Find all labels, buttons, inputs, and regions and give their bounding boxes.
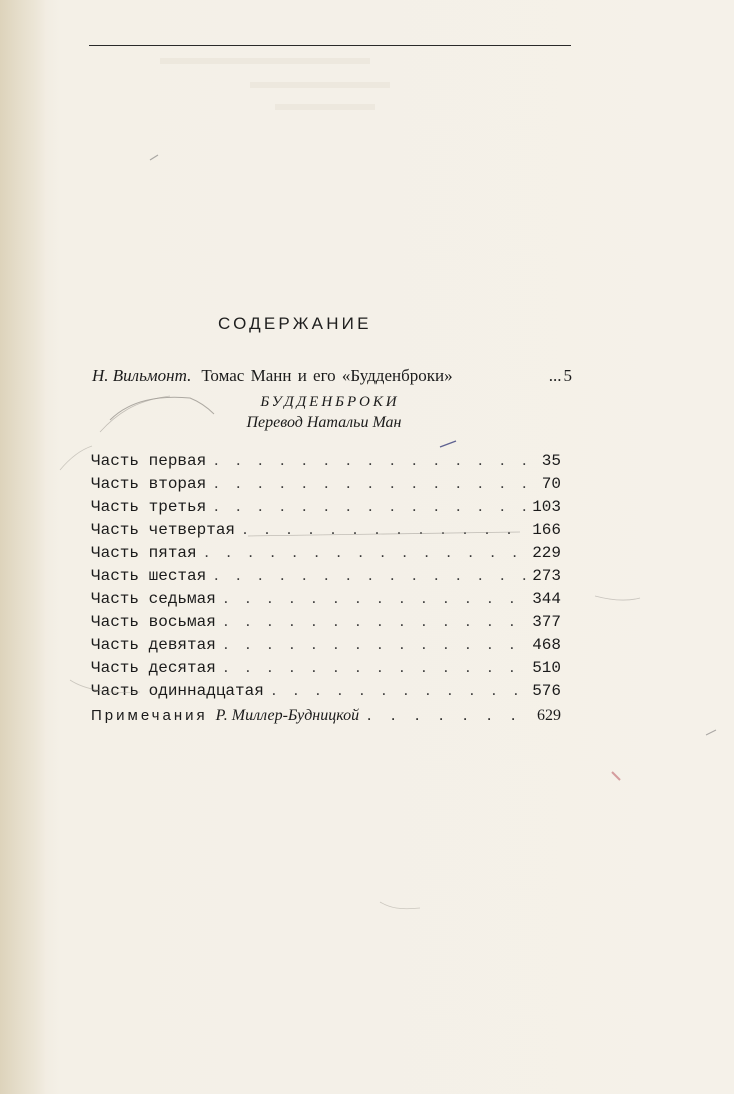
toc-entry-page: 70 bbox=[541, 475, 561, 493]
toc-entry-label: Часть вторая bbox=[91, 475, 207, 493]
intro-page-number: 5 bbox=[563, 366, 572, 385]
toc-entry-page: 377 bbox=[532, 613, 561, 631]
toc-entry-label: Часть десятая bbox=[91, 659, 216, 677]
toc-entry-page: 510 bbox=[532, 659, 561, 677]
notes-author: Р. Миллер-Будницкой bbox=[215, 707, 360, 724]
intro-leader: ... bbox=[548, 366, 562, 385]
intro-author: Н. Вильмонт. bbox=[92, 366, 192, 385]
section-title: БУДДЕНБРОКИ bbox=[260, 394, 400, 410]
page-title: СОДЕРЖАНИЕ bbox=[218, 314, 372, 333]
toc-entry-page: 229 bbox=[532, 544, 561, 562]
toc-entry-label: Часть девятая bbox=[91, 636, 216, 654]
toc-entry-page: 103 bbox=[532, 498, 561, 516]
toc-entry-label: Часть пятая bbox=[91, 544, 197, 562]
toc-entry-page: 35 bbox=[541, 452, 561, 470]
toc-entry-label: Часть первая bbox=[91, 452, 207, 470]
toc-entry-page: 576 bbox=[532, 682, 561, 700]
translator-credit: Перевод Натальи Ман bbox=[246, 414, 402, 431]
toc-entry-label: Часть третья bbox=[91, 498, 207, 516]
toc-entry-page: 166 bbox=[532, 521, 561, 539]
toc-entry-label: Часть одиннадцатая bbox=[91, 682, 264, 700]
toc-entry-label: Часть седьмая bbox=[91, 590, 216, 608]
intro-work-title: Томас Манн и его «Будденброки» bbox=[201, 366, 453, 385]
toc-entry-label: Часть четвертая bbox=[91, 521, 236, 539]
notes-label: Примечания bbox=[91, 707, 208, 724]
toc-entry-label: Часть восьмая bbox=[91, 613, 216, 631]
toc-entry-page: 468 bbox=[532, 636, 561, 654]
notes-page-number: 629 bbox=[537, 707, 561, 724]
toc-entry-page: 344 bbox=[532, 590, 561, 608]
toc-entry-page: 273 bbox=[532, 567, 561, 585]
toc-entry-label: Часть шестая bbox=[91, 567, 207, 585]
